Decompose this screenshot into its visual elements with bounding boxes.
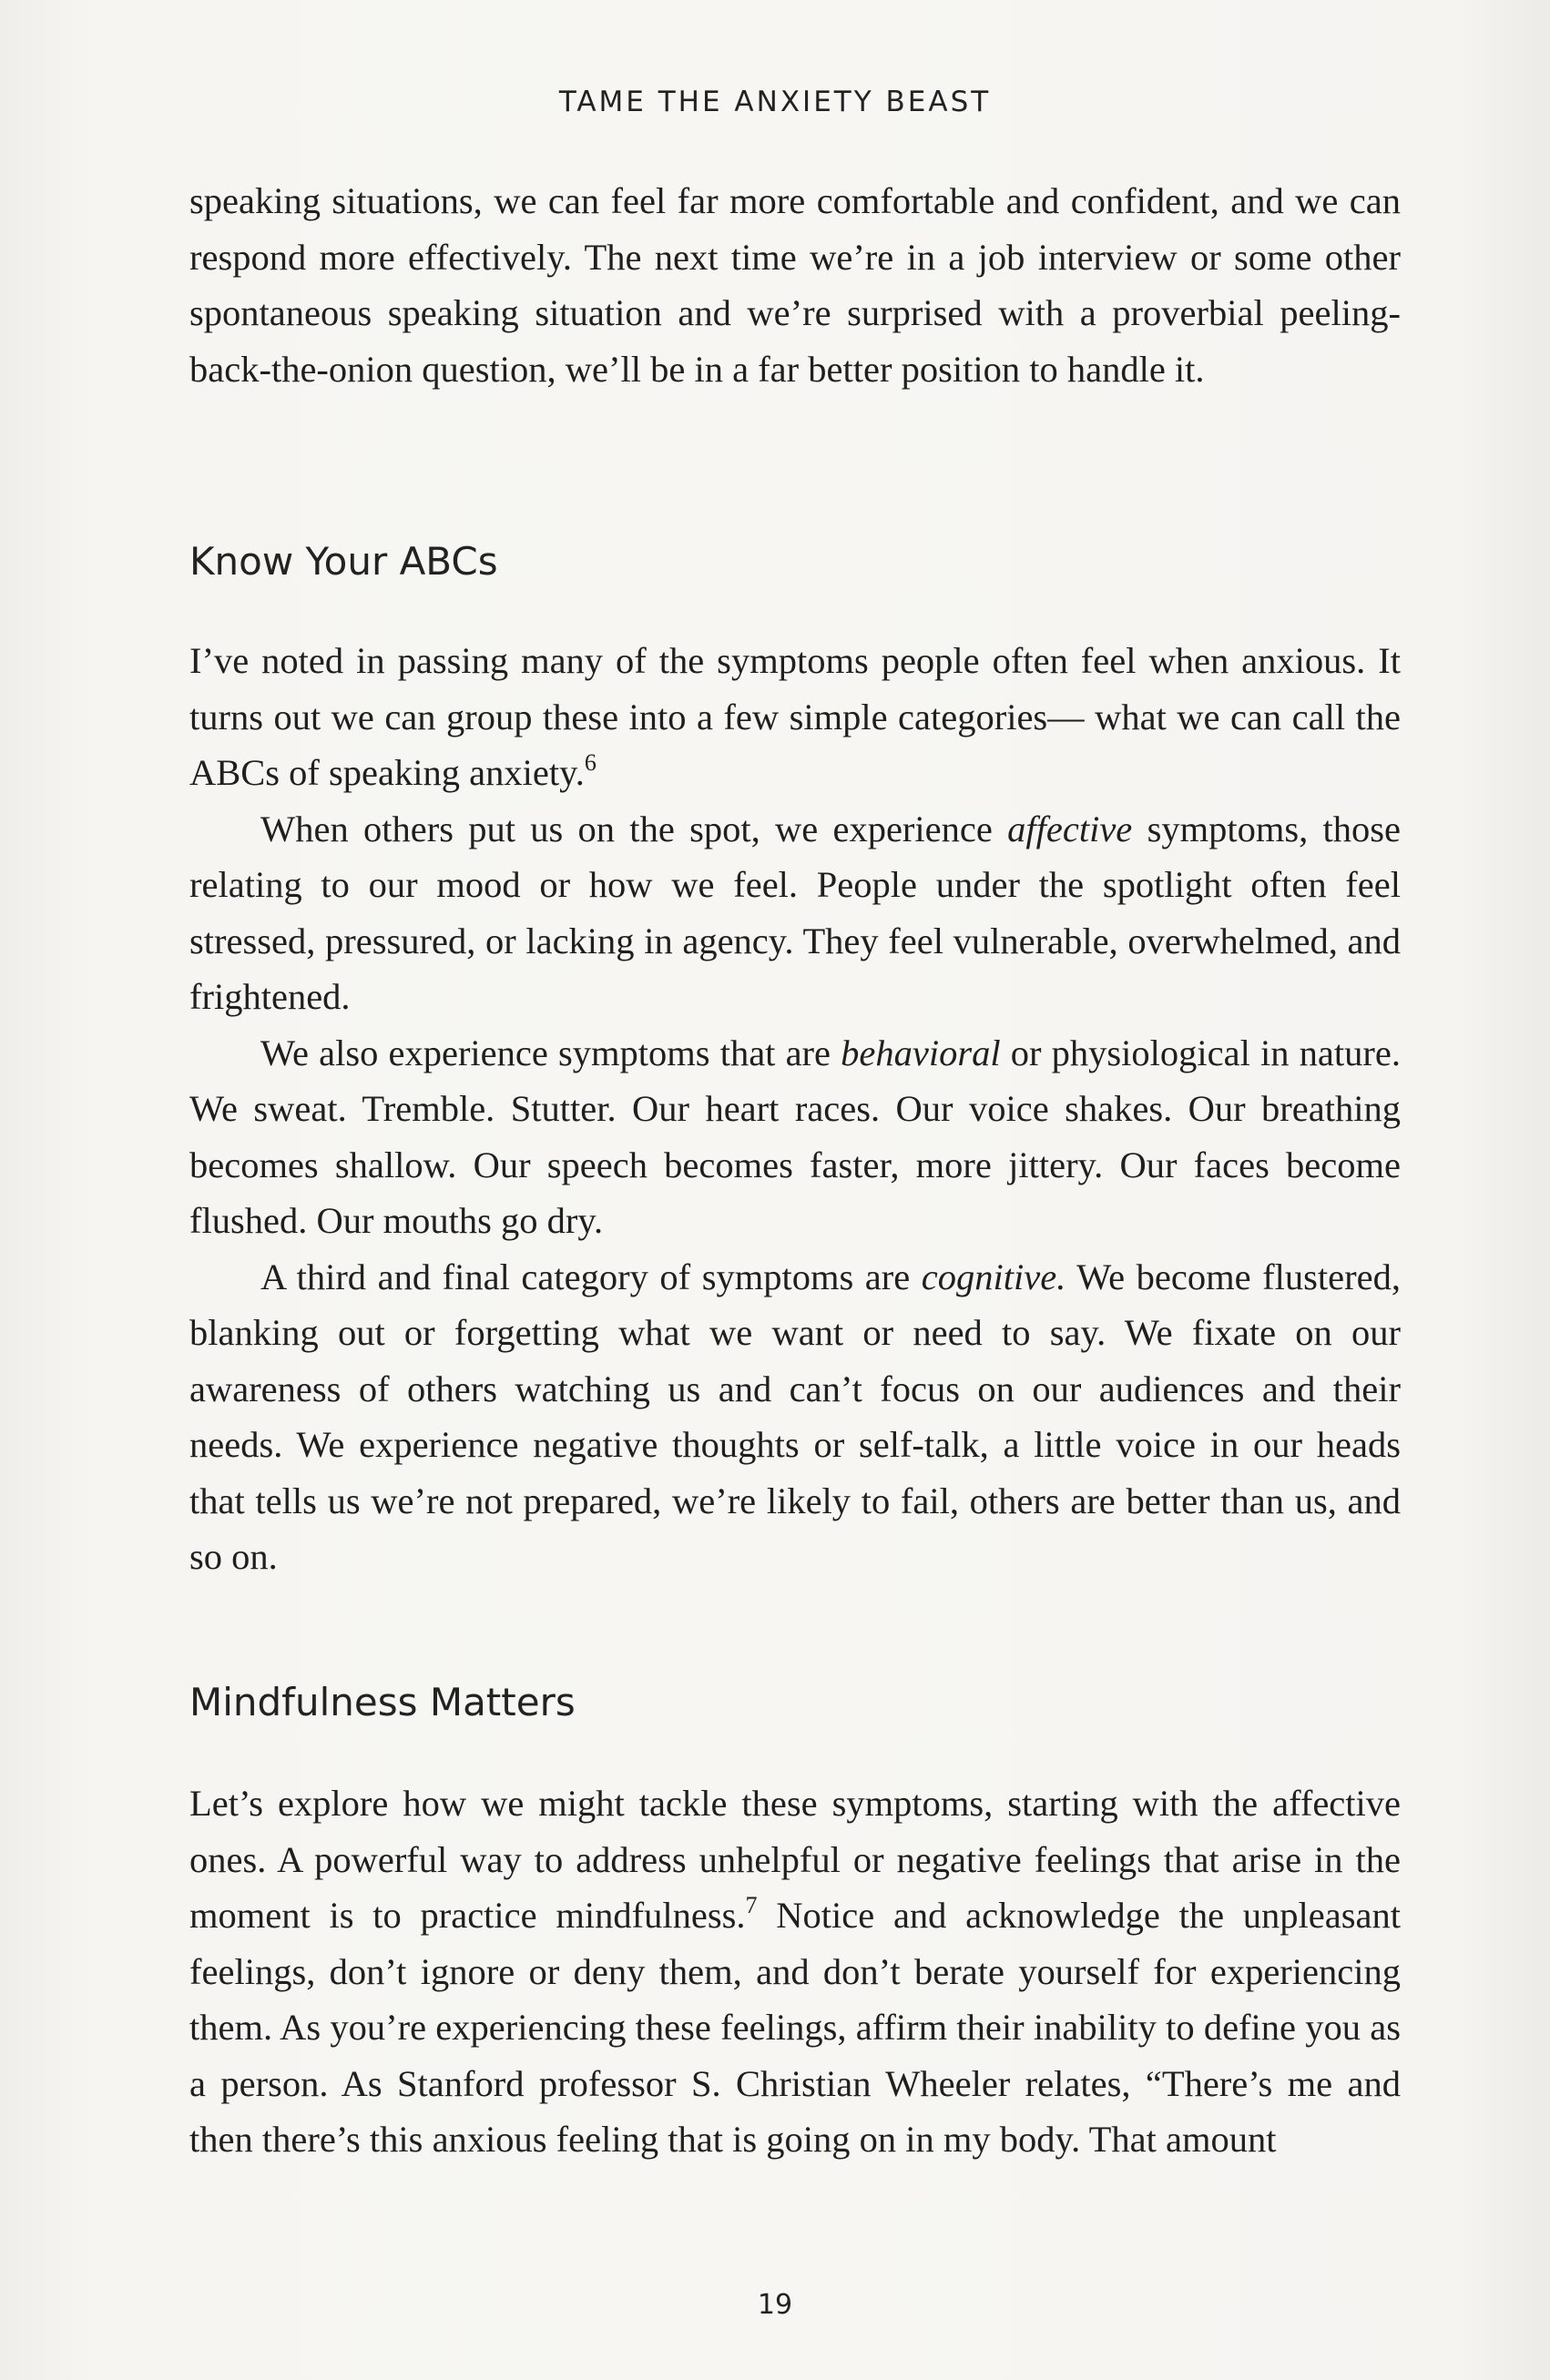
paragraph-5-text-b: We become flustered, blanking out or forgetting what we want or need to say. We fixate on our awareness of others watching us and can’t focus on our audiences and their needs. We experience negative thoughts or self-talk, a little voice in our heads that tells us we’re not prepared, we’re likely to fail, others are better than us, and so on. xyxy=(189,1256,1401,1577)
emphasis-behavioral: behavioral xyxy=(841,1032,1001,1073)
text-block-mindfulness xyxy=(189,1775,1401,2168)
footnote-ref-7: 7 xyxy=(745,1892,758,1918)
running-head: TAME THE ANXIETY BEAST xyxy=(558,86,992,118)
paragraph-4-text-a: We also experience symptoms that are xyxy=(260,1032,841,1073)
paragraph-5-text-a: A third and final category of symptoms are xyxy=(260,1256,922,1297)
paragraph-2 xyxy=(189,633,1401,801)
paragraph-4 xyxy=(189,1025,1401,1249)
paragraph-5 xyxy=(189,1249,1401,1585)
paragraph-6-text-a: Let’s explore how we might tackle these symptoms, starting with the affective ones. A powerful way to address unhelpful or negative feelings that arise in the moment is to practice mindfulness. xyxy=(189,1783,1401,1936)
paragraph-2-text: I’ve noted in passing many of the symptoms people often feel when anxious. It turns out we can group these into a few simple categories— what we can call the ABCs of speaking anxiety. xyxy=(189,640,1401,793)
paragraph-1: speaking situations, we can feel far more comfortable and confident, and we can respond more effectively. The next time we’re in a job interview or some other spontaneous speaking situation and we’re surprised with a proverbial peeling-back-the-onion question, we’ll be in a far better position to handle it. xyxy=(189,180,1401,390)
section-heading-mindfulness-matters: Mindfulness Matters xyxy=(189,1680,576,1724)
paragraph-6 xyxy=(189,1775,1401,2168)
paragraph-3 xyxy=(189,801,1401,1025)
paragraph-6-text-b: Notice and acknowledge the unpleasant feelings, don’t ignore or deny them, and don’t berate yourself for experiencing them. As you’re experiencing these feelings, affirm their inability to define you as a person. As Stanford professor S. Christian Wheeler relates, “There’s me and then there’s this anxious feeling that is going on in my body. That amount xyxy=(189,1895,1401,2160)
page-number: 19 xyxy=(757,2289,793,2321)
section-heading-know-your-abcs: Know Your ABCs xyxy=(189,539,498,584)
emphasis-affective: affective xyxy=(1007,808,1133,849)
emphasis-cognitive: cognitive. xyxy=(921,1256,1066,1297)
paragraph-3-text-a: When others put us on the spot, we experience xyxy=(260,808,1008,849)
text-block-intro xyxy=(189,173,1401,397)
paragraph-4-text-b: or physiological in nature. We sweat. Tremble. Stutter. Our heart races. Our voice shakes. Our breathing becomes shallow. Our speech becomes faster, more jittery. Our faces become flushed. Our mouths go dry. xyxy=(189,1032,1401,1241)
text-block-abcs xyxy=(189,633,1401,1585)
paragraph-3-text-b: symptoms, those relating to our mood or how we feel. People under the spotlight often feel stressed, pressured, or lacking in agency. They feel vulnerable, overwhelmed, and frightened. xyxy=(189,808,1401,1017)
footnote-ref-6: 6 xyxy=(584,749,597,776)
